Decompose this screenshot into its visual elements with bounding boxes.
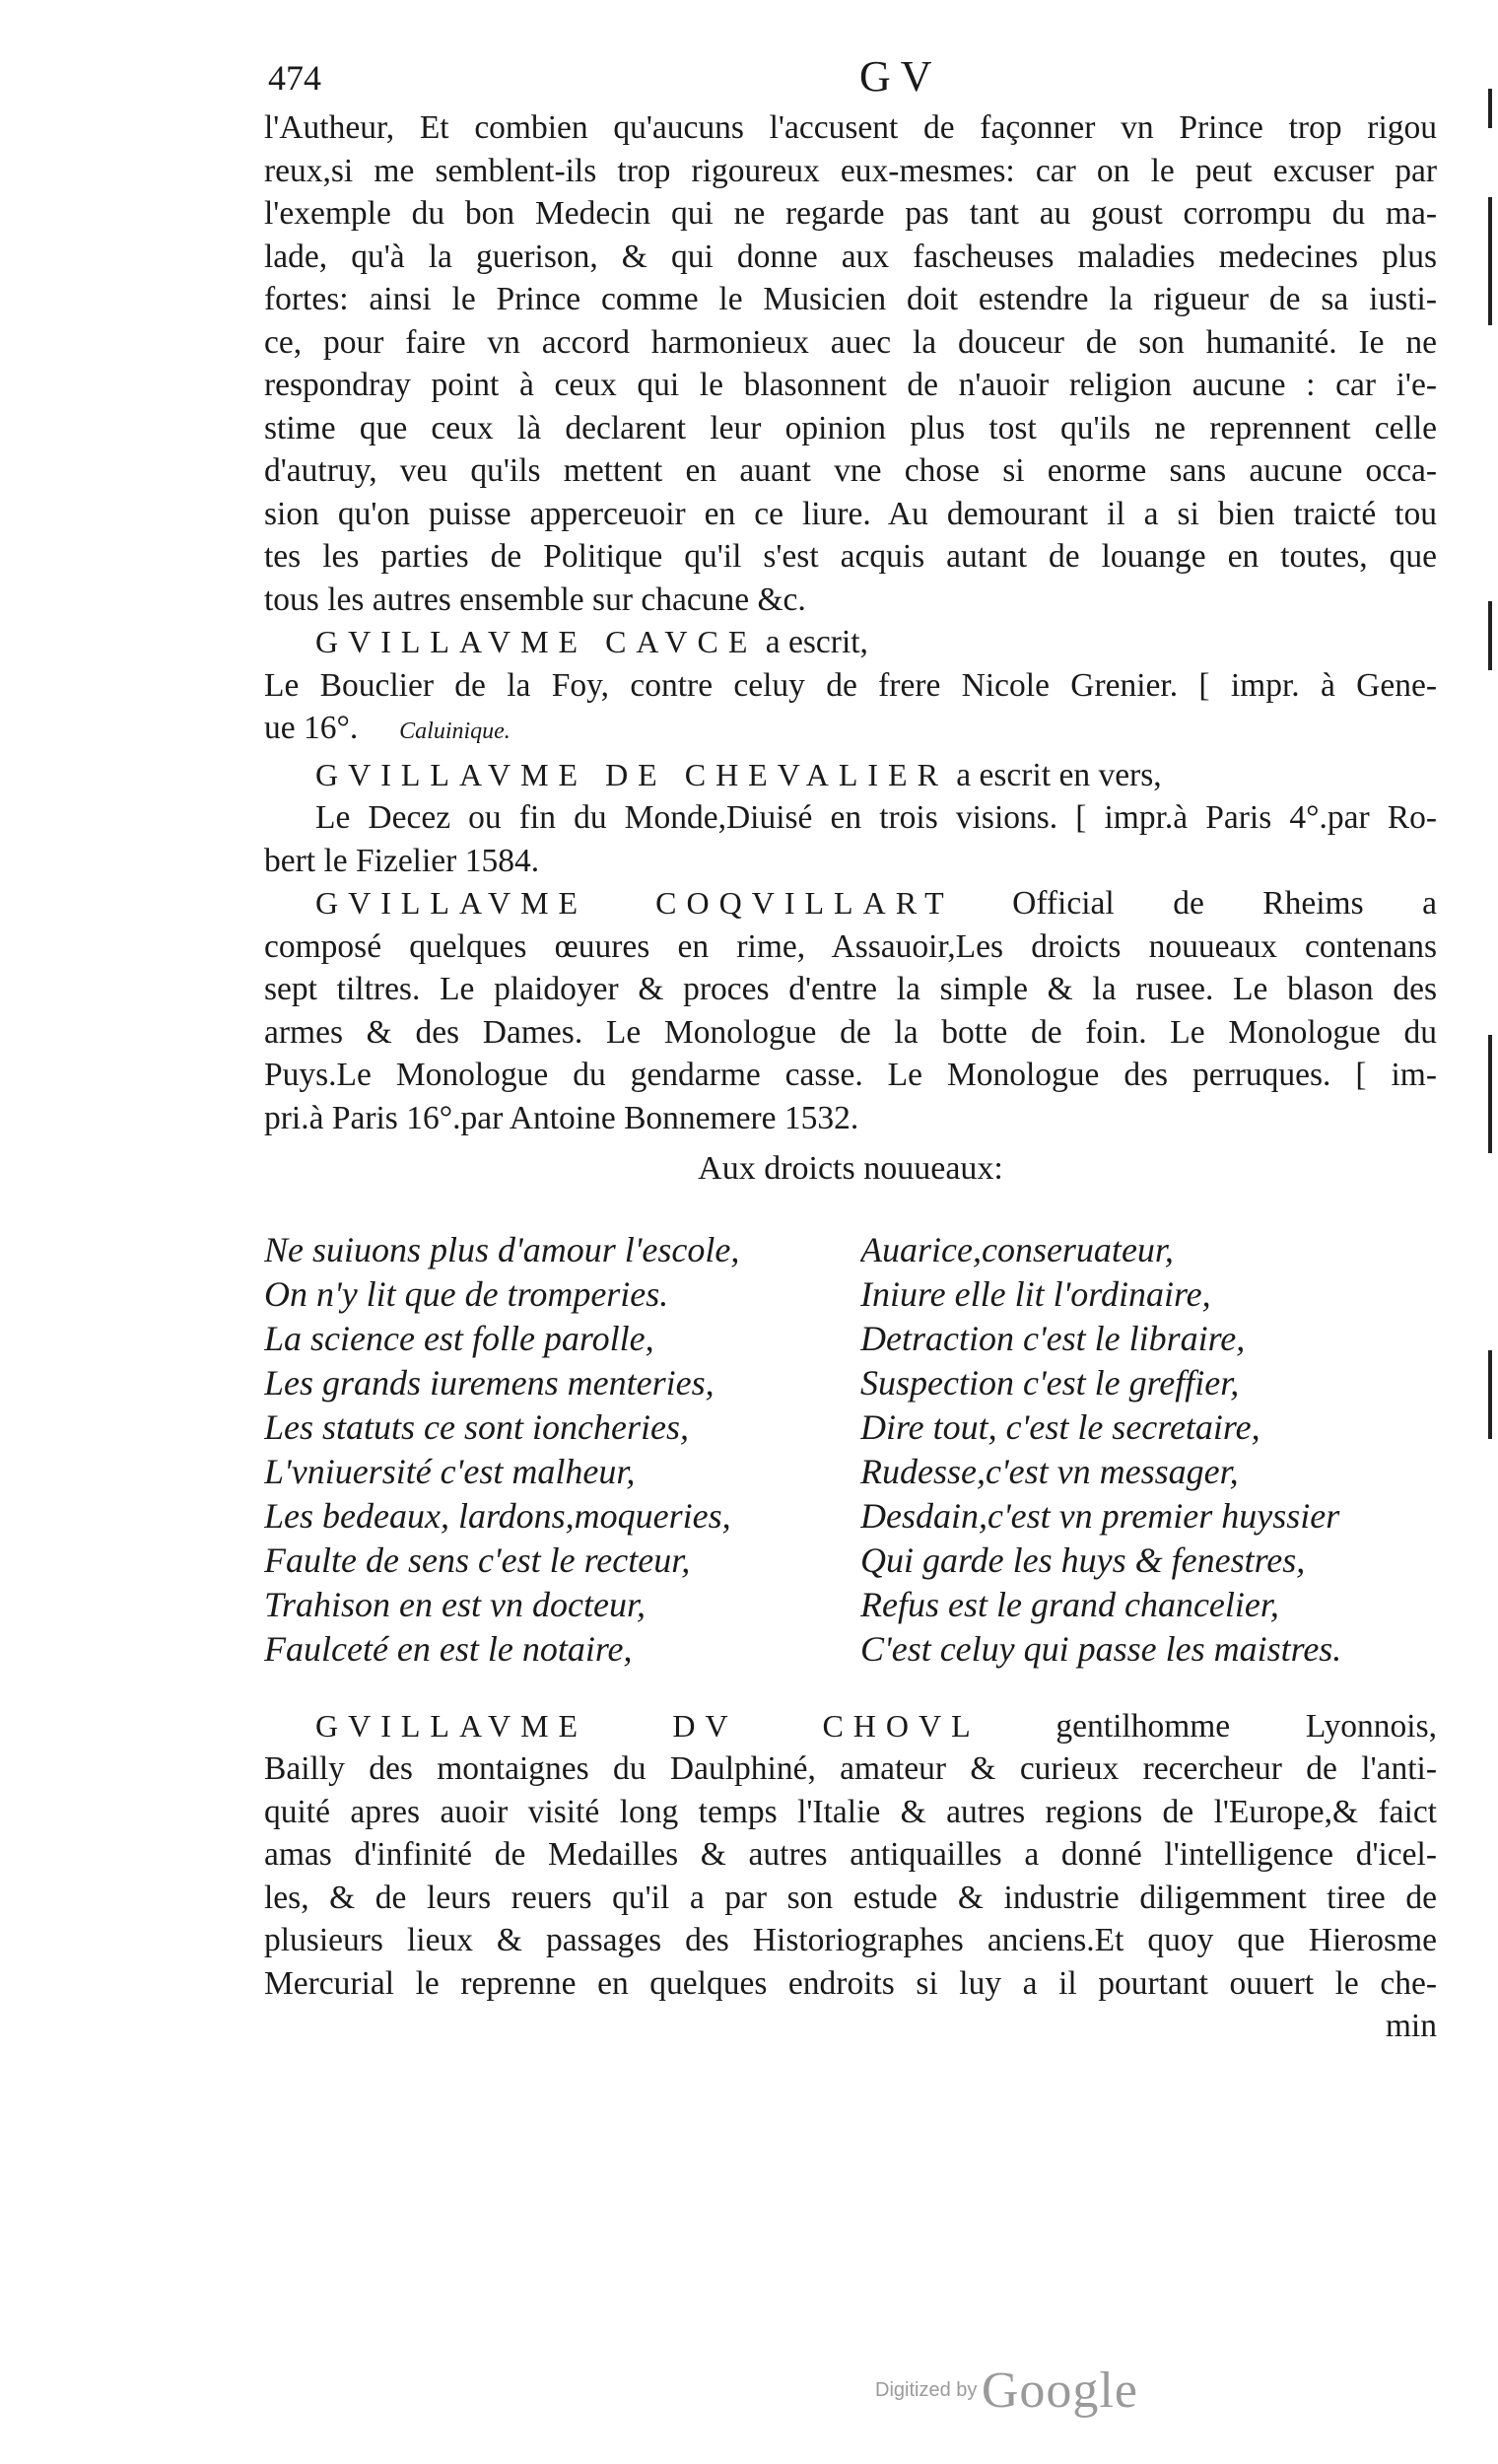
edge-mark bbox=[1488, 89, 1492, 128]
entry-choul bbox=[264, 1705, 1437, 2048]
verse-line: Auarice,conseruateur, bbox=[860, 1229, 1174, 1269]
author-name: GVILLAVME DV CHOVL bbox=[315, 1707, 981, 1744]
page-edge-marks bbox=[1478, 89, 1498, 1469]
verse-line: Trahison en est vn docteur, bbox=[264, 1584, 646, 1624]
verse-line: Faulte de sens c'est le recteur, bbox=[264, 1540, 691, 1580]
verse-line: Dire tout, c'est le secretaire, bbox=[860, 1406, 1260, 1447]
text-line: stime que ceux là declarent leur opinion plus tost qu'ils ne reprennent celle bbox=[264, 409, 1437, 446]
catchword: min bbox=[1385, 2008, 1437, 2044]
edge-mark bbox=[1488, 601, 1492, 670]
verse-line: Les grands iuremens menteries, bbox=[264, 1362, 715, 1403]
text-line: bert le Fizelier 1584. bbox=[264, 842, 540, 879]
entry-heading bbox=[264, 621, 1437, 664]
poem bbox=[264, 1228, 1437, 1691]
text-line: reux,si me semblent-ils trop rigoureux eux-mesmes: car on le peut excuser par bbox=[264, 152, 1437, 189]
verse-line: Ne suiuons plus d'amour l'escole, bbox=[264, 1229, 740, 1269]
text-line: Le Decez ou fin du Monde,Diuisé en trois visions. [ impr.à Paris 4°.par Ro- bbox=[315, 799, 1437, 836]
verse-line: Iniure elle lit l'ordinaire, bbox=[860, 1273, 1211, 1314]
watermark-prefix: Digitized by bbox=[875, 2379, 978, 2401]
paragraph-1 bbox=[264, 106, 1437, 621]
verse-line: Faulceté en est le notaire, bbox=[264, 1628, 633, 1669]
poem-column-left bbox=[264, 1228, 816, 1672]
verse-line: L'vniuersité c'est malheur, bbox=[264, 1451, 636, 1491]
entry-first-line: Official de Rheims a bbox=[1012, 885, 1437, 922]
text-line: Puys.Le Monologue du gendarme casse. Le Monologue des perruques. [ im- bbox=[264, 1057, 1437, 1093]
text-line: pri.à Paris 16°.par Antoine Bonnemere 1532. bbox=[264, 1099, 859, 1136]
verse-line: Les statuts ce sont ioncheries, bbox=[264, 1406, 689, 1447]
entry-cauce bbox=[264, 621, 1437, 754]
author-name: GVILLAVME CAVCE bbox=[315, 624, 758, 659]
verse-line: Detraction c'est le libraire, bbox=[860, 1318, 1246, 1358]
text-line: l'exemple du bon Medecin qui ne regarde pas tant au goust corrompu du ma- bbox=[264, 195, 1437, 232]
text-line: ce, pour faire vn accord harmonieux auec la douceur de son humanité. Ie ne bbox=[264, 323, 1437, 361]
edge-mark bbox=[1488, 197, 1492, 325]
text-line: fortes: ainsi le Prince comme le Musicien doit estendre la rigueur de sa iusti- bbox=[264, 281, 1437, 317]
entry-chevalier bbox=[264, 754, 1437, 883]
text-line: l'Autheur, Et combien qu'aucuns l'accusent de façonner vn Prince trop rigou bbox=[264, 109, 1437, 146]
page-header bbox=[268, 52, 1431, 108]
text-line: d'autruy, veu qu'ils mettent en auant vne chose si enorme sans aucune occa- bbox=[264, 452, 1437, 489]
text-line: tes les parties de Politique qu'il s'est acquis autant de louange en toutes, que bbox=[264, 538, 1437, 575]
text-line: sept tiltres. Le plaidoyer & proces d'entre la simple & la rusee. Le blason des bbox=[264, 971, 1437, 1007]
text-line: sion qu'on puisse apperceuoir en ce liure. Au demourant il a si bien traicté tou bbox=[264, 495, 1437, 532]
text-line: quité apres auoir visité long temps l'Italie & autres regions de l'Europe,& faict bbox=[264, 1793, 1437, 1830]
digitized-watermark bbox=[875, 2361, 1138, 2420]
text-line: les, & de leurs reuers qu'il a par son estude & industrie diligemment tiree de bbox=[264, 1879, 1437, 1916]
entry-coquillart bbox=[264, 882, 1437, 1139]
running-head: GV bbox=[859, 52, 942, 101]
text-line: Le Bouclier de la Foy, contre celuy de frere Nicole Grenier. [ impr. à Gene- bbox=[264, 666, 1437, 704]
verse-line: C'est celuy qui passe les maistres. bbox=[860, 1628, 1342, 1669]
verse-line: La science est folle parolle, bbox=[264, 1318, 654, 1358]
poem-column-right bbox=[860, 1228, 1432, 1672]
edge-mark bbox=[1488, 1350, 1492, 1439]
verse-line: Qui garde les huys & fenestres, bbox=[860, 1540, 1306, 1580]
text-line: plusieurs lieux & passages des Historiographes anciens.Et quoy que Hierosme bbox=[264, 1922, 1437, 1958]
edge-mark bbox=[1488, 1035, 1492, 1153]
text-line: Mercurial le reprenne en quelques endroits si luy a il pourtant ouuert le che- bbox=[264, 1964, 1437, 2002]
entry-heading bbox=[264, 1705, 1437, 1748]
text-line: respondray point à ceux qui le blasonnent de n'auoir religion aucune : car i'e- bbox=[264, 367, 1437, 403]
verse-line: Desdain,c'est vn premier huyssier bbox=[860, 1495, 1340, 1536]
page-number: 474 bbox=[268, 58, 321, 98]
edition-info: ue 16°. bbox=[264, 710, 359, 746]
verse-line: On n'y lit que de tromperies. bbox=[264, 1273, 669, 1314]
entry-heading bbox=[264, 882, 1437, 925]
poem-heading: Aux droicts nouueaux: bbox=[698, 1150, 1003, 1187]
verse-line: Les bedeaux, lardons,moqueries, bbox=[264, 1495, 731, 1536]
google-logo: Google bbox=[981, 2362, 1138, 2419]
text-line: lade, qu'à la guerison, & qui donne aux fascheuses maladies medecines plus bbox=[264, 238, 1437, 275]
body-text bbox=[264, 106, 1437, 2048]
verse-line: Rudesse,c'est vn messager, bbox=[860, 1451, 1239, 1491]
text-line bbox=[264, 707, 1437, 754]
entry-verb: a escrit en vers, bbox=[956, 756, 1162, 793]
handwritten-annotation: Caluinique. bbox=[399, 719, 511, 744]
entry-verb: a escrit, bbox=[765, 624, 868, 660]
verse-line: Suspection c'est le greffier, bbox=[860, 1362, 1240, 1403]
entry-first-line: gentilhomme Lyonnois, bbox=[1055, 1707, 1437, 1745]
author-name: GVILLAVME DE CHEVALIER bbox=[315, 756, 948, 792]
verse-line: Refus est le grand chancelier, bbox=[860, 1584, 1279, 1624]
text-line: amas d'infinité de Medailles & autres antiquailles a donné l'intelligence d'icel- bbox=[264, 1836, 1437, 1873]
text-line: armes & des Dames. Le Monologue de la botte de foin. Le Monologue du bbox=[264, 1013, 1437, 1051]
text-line: tous les autres ensemble sur chacune &c. bbox=[264, 581, 806, 618]
author-name: GVILLAVME COQVILLART bbox=[315, 885, 954, 921]
text-line: composé quelques œuures en rime, Assauoir,Les droicts nouueaux contenans bbox=[264, 927, 1437, 965]
text-line: Bailly des montaignes du Daulphiné, amateur & curieux recercheur de l'anti- bbox=[264, 1750, 1437, 1787]
entry-heading bbox=[264, 754, 1437, 797]
